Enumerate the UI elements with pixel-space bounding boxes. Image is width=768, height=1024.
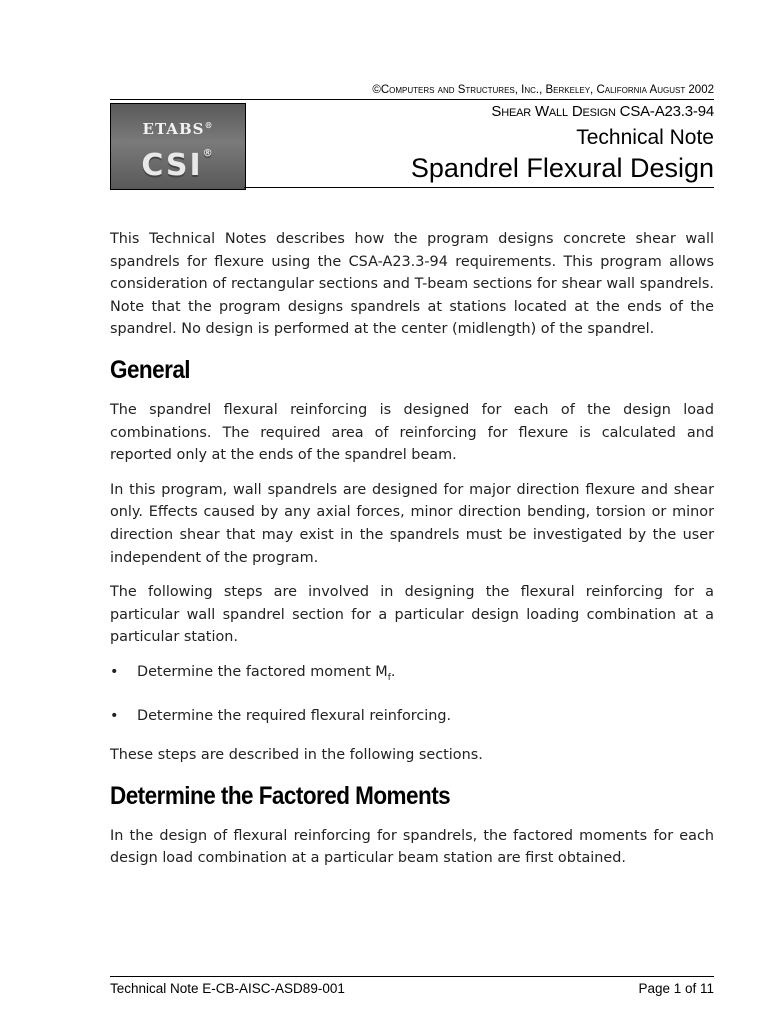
steps-list [110,661,714,728]
document-body [110,228,714,882]
section-heading-general: General [110,355,191,384]
etabs-csi-logo [110,103,246,190]
header-rule [110,99,714,100]
title-rule [244,187,714,188]
general-paragraph-4: These steps are described in the following sections. [110,746,483,763]
general-paragraph-1: The spandrel flexural reinforcing is designed for each of the design load combinations. The required area of reinforcing for flexure is calculated and reported only at the ends of the spandrel beam. [110,401,714,464]
page-title: Spandrel Flexural Design [410,153,714,183]
logo-etabs-text: ETABS® [142,120,214,138]
footer-doc-id: Technical Note E-CB-AISC-ASD89-001 [110,981,345,996]
note-label: Technical Note [576,126,714,149]
document-subtitle: Shear Wall Design CSA-A23.3-94 [491,103,714,120]
copyright-line: ©Computers and Structures, Inc., Berkeley, California August 2002 [372,84,714,96]
moments-paragraph-1: In the design of flexural reinforcing for spandrels, the factored moments for each design load combination at a particular beam station are first obtained. [110,827,714,867]
list-item: • Determine the factored moment $M_f$. [110,661,714,689]
section-heading-factored-moments: Determine the Factored Moments [110,781,451,810]
intro-paragraph: This Technical Notes describes how the program designs concrete shear wall spandrels for flexure using the CSA-A23.3-94 requirements. This program allows consideration of rectangular sections and T-beam sections for shear wall spandrels. Note that the program designs spandrels at stations located at the ends of the spandrel. No design is performed at the center (midlength) of the spandrel. [110,231,714,338]
logo-csi-text: CSI® [141,148,215,183]
list-item: • Determine the required flexural reinforcing. [110,705,714,728]
page-number: Page 1 of 11 [638,981,714,996]
footer-rule [110,976,714,977]
general-paragraph-2: In this program, wall spandrels are designed for major direction flexure and shear only. Effects caused by any axial forces, minor direction bending, torsion or minor direction shear that may exist in the spandrels must be investigated by the user independent of the program. [110,481,714,566]
general-paragraph-3: The following steps are involved in designing the flexural reinforcing for a particular wall spandrel section for a particular design loading combination at a particular station. [110,584,714,646]
